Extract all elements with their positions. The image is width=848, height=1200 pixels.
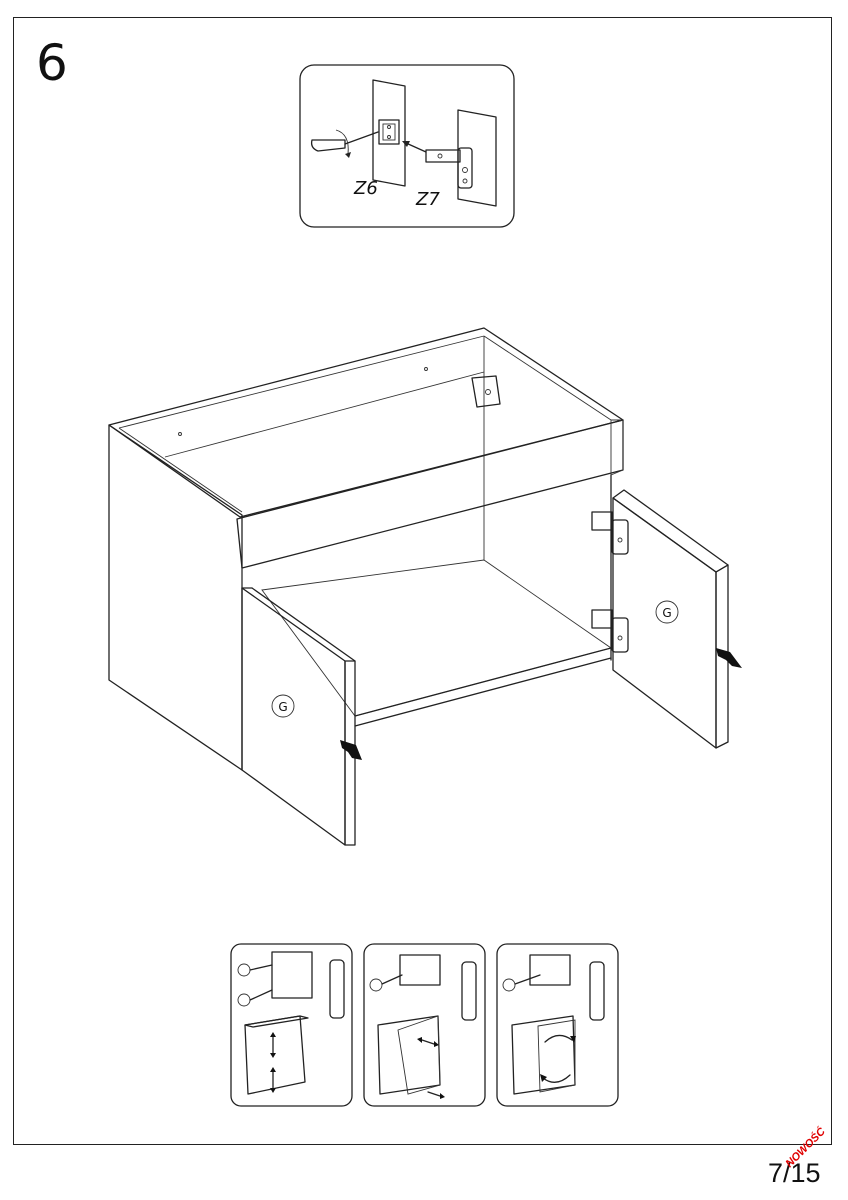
right-door-label: G [662, 606, 672, 620]
push-arrow-icon [716, 648, 742, 668]
left-door-label: G [278, 700, 288, 714]
step-number: 6 [36, 34, 68, 92]
right-door [592, 490, 742, 748]
cabinet-drawing [109, 328, 742, 845]
new-product-stamp: NOWOŚĆ [783, 1125, 828, 1170]
adjustment-box-horizontal [364, 944, 485, 1106]
adjustment-box-depth [497, 944, 618, 1106]
push-arrow-icon [340, 740, 362, 760]
adjust-arrow-icon [417, 1037, 445, 1099]
page-number: 7/15 [768, 1158, 821, 1188]
adjustment-box-vertical [231, 944, 352, 1106]
left-door [242, 588, 362, 845]
screwdriver-icon [312, 130, 378, 158]
adjust-arrow-icon [270, 1032, 276, 1093]
rotate-arrow-icon [540, 1035, 576, 1082]
hinge-plate-label: Z6 [354, 178, 378, 199]
hinge-detail-box [300, 65, 514, 227]
hinge-label: Z7 [416, 189, 440, 210]
